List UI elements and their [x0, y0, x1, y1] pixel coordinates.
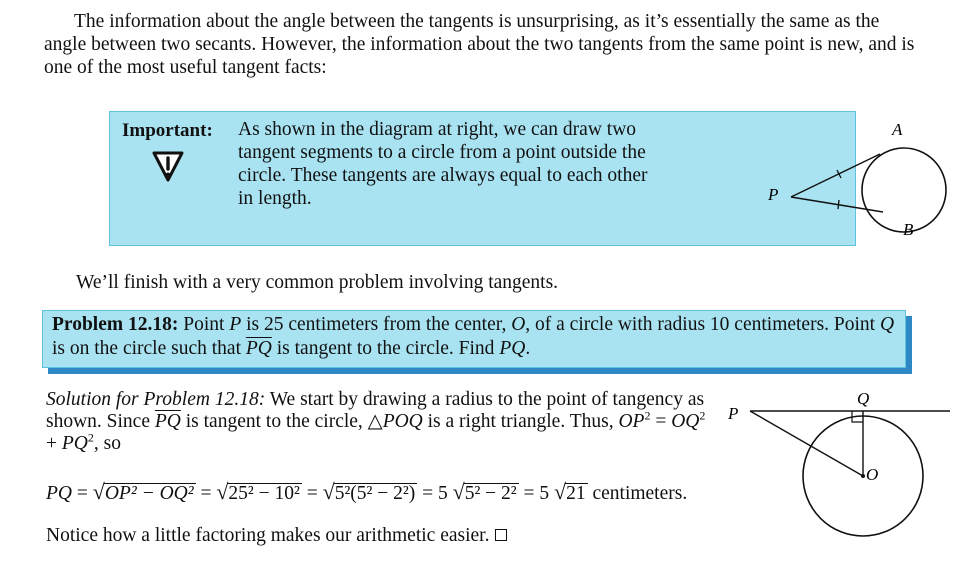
problem-text: Problem 12.18: Point P is 25 centimeters from the center, O, of a circle with radius 10 centimeters. Point Q is on the circle such that $\overline{PQ}$ is tangent to the circle. Find PQ. — [52, 314, 895, 359]
label-p: P — [728, 404, 739, 423]
problem-box — [42, 310, 906, 368]
label-b: B — [903, 220, 914, 239]
problem-label: Problem 12.18: — [52, 314, 179, 335]
finish-paragraph: We’ll finish with a very common problem involving tangents. — [76, 272, 559, 293]
tick-mark — [838, 200, 839, 209]
radicand-3: 5²(5² − 2²) — [334, 483, 416, 504]
label-a: A — [892, 120, 903, 139]
warning-triangle-exclamation-icon — [150, 148, 186, 184]
important-text: As shown in the diagram at right, we can draw two tangent segments to a circle from a point outside the circle. These tangents are always equal to each other in length. — [238, 119, 648, 209]
tangent-segments-diagram — [650, 112, 914, 245]
important-box — [109, 111, 914, 246]
solution-label: Solution for Problem 12.18: — [46, 389, 266, 410]
segment-pq: $\overline{PQ}$ — [245, 338, 272, 359]
intro-paragraph: The information about the angle between the tangents is unsurprising, as it’s essentially the same as the angle between two secants. However, the information about the two tangents from the same point is new, and is one of the most useful tangent facts: — [44, 11, 915, 78]
segment-pq: $\overline{PQ}$ — [154, 411, 181, 432]
notice-paragraph: Notice how a little factoring makes our arithmetic easier. — [46, 525, 507, 547]
solution-equation: PQ = √OP² − OQ² = √25² − 10² = √5²(5² − 2²) = 5 √5² − 2² = 5 √21 centimeters. — [46, 479, 688, 504]
tangent-segment-pb — [791, 197, 883, 212]
tangent-segment-pa — [791, 154, 880, 197]
radicand-5: 21 — [566, 483, 586, 504]
label-p: P — [768, 185, 779, 204]
qed-square-icon — [495, 529, 507, 541]
radicand-4: 5² − 2² — [464, 483, 517, 504]
important-label: Important: — [122, 120, 213, 141]
segment-po — [750, 411, 863, 476]
center-point — [861, 474, 865, 478]
label-o: O — [866, 465, 879, 484]
radicand-2: 25² − 10² — [228, 483, 300, 504]
radicand-1: OP² − OQ² — [104, 483, 194, 504]
solution-paragraph: Solution for Problem 12.18: We start by drawing a radius to the point of tangency as shown. Since $\overline{PQ}$ is tangent to the circle, △POQ is a right triangle. Thus, $OP^2 = OQ^2 + PQ^2$, so — [46, 389, 706, 454]
solution-diagram — [720, 378, 950, 558]
label-q: Q — [857, 389, 870, 408]
